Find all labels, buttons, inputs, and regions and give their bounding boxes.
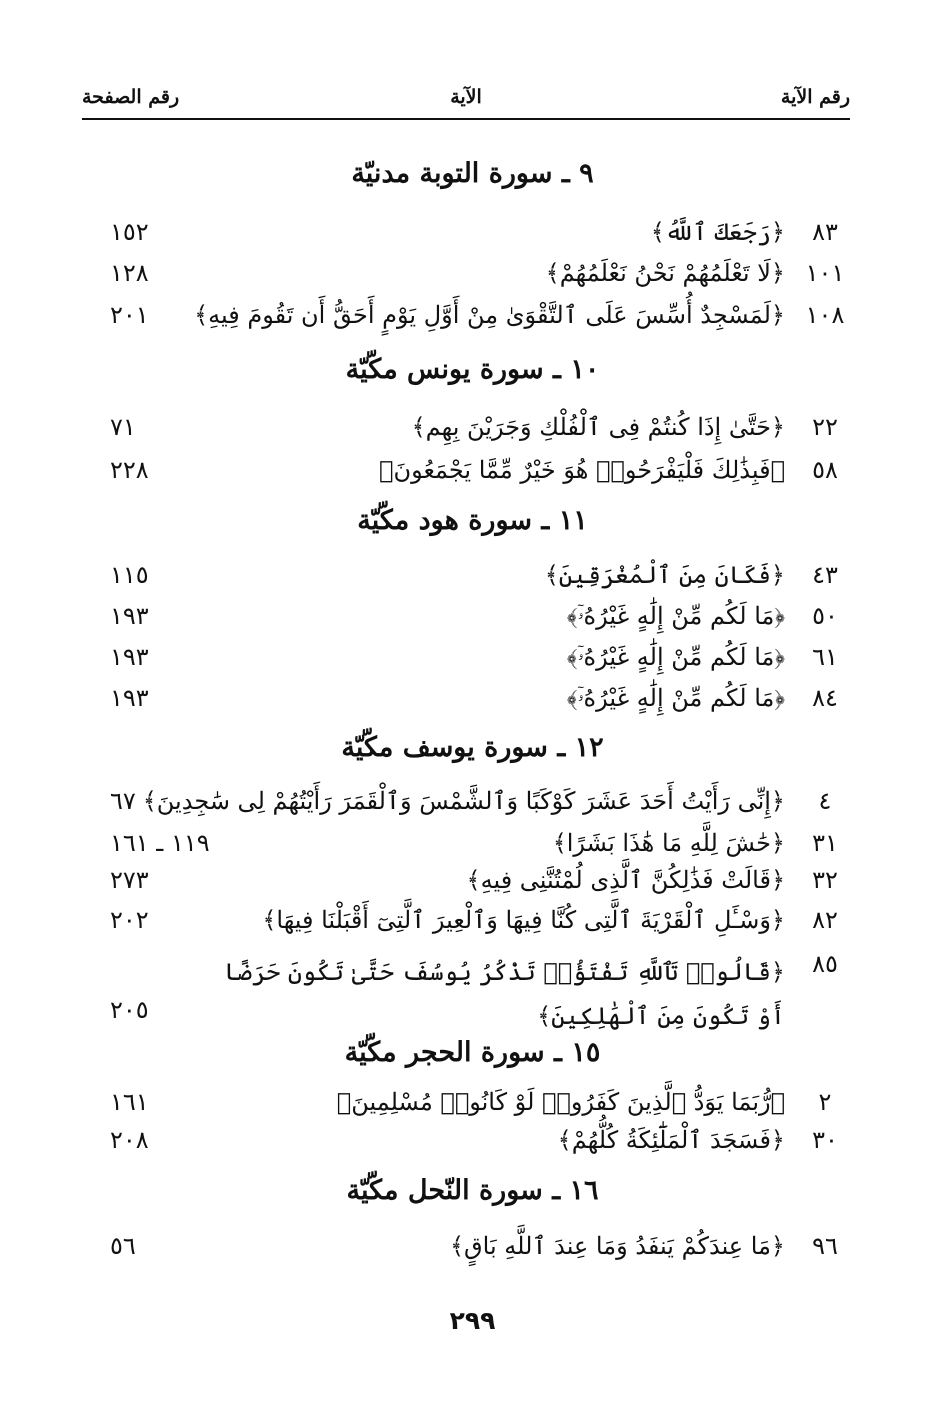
verse-number-column-label: رقم الآية: [780, 86, 850, 108]
verse-number: ٤: [818, 787, 832, 815]
index-row: [0, 413, 945, 457]
verse-number: ٨٢: [812, 906, 838, 934]
page-reference: ٧١: [110, 413, 136, 441]
index-row: [0, 1232, 945, 1276]
verse-text: ﴿إِنِّى رَأَيْتُ أَحَدَ عَشَرَ كَوْكَبًا وَٱلشَّمْسَ وَٱلْقَمَرَ رَأَيْتُهُمْ لِى سَٰجِدِينَ﴾: [142, 787, 785, 815]
verse-number: ٥٨: [812, 456, 838, 484]
verse-number: ١٠٨: [805, 301, 845, 329]
verse-number: ٨٣: [812, 218, 838, 246]
verse-number: ٤٣: [812, 561, 838, 589]
index-row: [0, 950, 945, 1040]
index-row: [0, 561, 945, 605]
verse-number: ٩٦: [812, 1232, 838, 1260]
page-reference: ١١٥: [110, 561, 149, 589]
page-reference: ١٢٨: [110, 259, 149, 287]
verse-text: ﴿مَا لَكُم مِّنْ إِلَٰهٍ غَيْرُهُۥٓ﴾: [566, 643, 785, 671]
index-row: [0, 301, 945, 345]
verse-number: ٦١: [812, 643, 838, 671]
page-reference: ٢٠٨: [110, 1126, 149, 1154]
verse-text: ﴿مَا لَكُم مِّنْ إِلَٰهٍ غَيْرُهُۥٓ﴾: [566, 602, 785, 630]
verse-text: ﴿فَسَجَدَ ٱلْمَلَٰٓئِكَةُ كُلُّهُمْ﴾: [557, 1126, 785, 1154]
surah-title: ١٦ ـ سورة النّحل مكّيّة: [346, 1175, 599, 1206]
verse-text: ﴿رَجَعَكَ ٱللَّهُ﴾: [650, 218, 785, 246]
verse-number: ٢: [818, 1088, 832, 1116]
verse-text: ﴿مَا لَكُم مِّنْ إِلَٰهٍ غَيْرُهُۥٓ﴾: [566, 684, 785, 712]
verse-text: ﴿حَٰشَ لِلَّهِ مَا هَٰذَا بَشَرًا﴾: [552, 829, 785, 857]
surah-title: ١١ ـ سورة هود مكّيّة: [357, 505, 588, 536]
page-reference: ١٩٣: [110, 684, 149, 712]
verse-column-label: الآية: [450, 86, 482, 108]
page-reference: ١٩٣: [110, 643, 149, 671]
verse-number: ٥٠: [812, 602, 838, 630]
verse-number: ٨٥: [812, 950, 838, 978]
surah-title: ٩ ـ سورة التوبة مدنيّة: [351, 158, 594, 189]
surah-title: ١٥ ـ سورة الحجر مكّيّة: [344, 1037, 601, 1068]
verse-text: ﴿قَالَتْ فَذَٰلِكُنَّ ٱلَّذِى لُمْتُنَّنِى فِيهِ﴾: [466, 866, 785, 894]
verse-text: ﴿وَسْـَٔلِ ٱلْقَرْيَةَ ٱلَّتِى كُنَّا فِيهَا وَٱلْعِيرَ ٱلَّتِىٓ أَقْبَلْنَا فِيهَا﴾: [262, 906, 785, 934]
page-reference: ٦٧: [110, 787, 136, 815]
page-reference: ٢٧٣: [110, 866, 149, 894]
index-row: [0, 456, 945, 500]
index-row: [0, 684, 945, 728]
verse-text: ﴿لَا تَعْلَمُهُمْ نَحْنُ نَعْلَمُهُمْ﴾: [545, 259, 785, 287]
verse-text: ﴿قَالُوا۟ تَٱللَّهِ تَفْتَؤُا۟ تَذْكُرُ يُوسُفَ حَتَّىٰ تَكُونَ حَرَضًا أَوْ تَكُونَ مِنَ ٱلْهَٰلِكِينَ﴾: [223, 958, 785, 1030]
page-reference: ٢٢٨: [110, 456, 149, 484]
page-reference: ٢٠٢: [110, 906, 149, 934]
index-row: [0, 602, 945, 646]
page-number-column-label: رقم الصفحة: [82, 86, 180, 108]
index-row: [0, 906, 945, 950]
index-row: [0, 787, 945, 831]
index-row: [0, 1126, 945, 1170]
verse-number: ٣٠: [812, 1126, 838, 1154]
page-reference: ١٦١: [110, 1088, 149, 1116]
page-number: ٢٩٩: [449, 1306, 496, 1335]
verse-number: ٣٢: [812, 866, 838, 894]
page-reference: ٥٦: [110, 1232, 136, 1260]
index-row: [0, 643, 945, 687]
verse-number: ٢٢: [812, 413, 838, 441]
verse-text: ﴿لَمَسْجِدٌ أُسِّسَ عَلَى ٱلتَّقْوَىٰ مِنْ أَوَّلِ يَوْمٍ أَحَقُّ أَن تَقُومَ فِيهِ﴾: [194, 301, 785, 329]
verse-number: ١٠١: [805, 259, 845, 287]
index-row: [0, 259, 945, 303]
page-reference: ٢٠١: [110, 301, 149, 329]
verse-text: ﴿حَتَّىٰ إِذَا كُنتُمْ فِى ٱلْفُلْكِ وَجَرَيْنَ بِهِم﴾: [411, 413, 785, 441]
column-header: [82, 84, 850, 120]
page-reference: ٢٠٥: [110, 996, 149, 1024]
page-reference: ١٥٢: [110, 218, 149, 246]
surah-title: ١٠ ـ سورة يونس مكّيّة: [345, 354, 600, 385]
index-row: [0, 218, 945, 262]
verse-text: ﴿فَبِذَٰلِكَ فَلْيَفْرَحُوا۟ هُوَ خَيْرٌ مِّمَّا يَجْمَعُونَ﴾: [379, 456, 785, 484]
verse-text: ﴿مَا عِندَكُمْ يَنفَدُ وَمَا عِندَ ٱللَّهِ بَاقٍ﴾: [449, 1232, 785, 1260]
verse-number: ٨٤: [812, 684, 838, 712]
surah-title: ١٢ ـ سورة يوسف مكّيّة: [341, 732, 604, 763]
index-row: [0, 866, 945, 910]
page-reference: ١١٩ ـ ١٦١: [110, 829, 210, 857]
verse-text: ﴿فَكَانَ مِنَ ٱلْمُغْرَقِينَ﴾: [544, 561, 785, 589]
verse-text: ﴿رُّبَمَا يَوَدُّ ٱلَّذِينَ كَفَرُوا۟ لَوْ كَانُوا۟ مُسْلِمِينَ﴾: [336, 1088, 785, 1116]
verse-number: ٣١: [812, 829, 838, 857]
page-reference: ١٩٣: [110, 602, 149, 630]
